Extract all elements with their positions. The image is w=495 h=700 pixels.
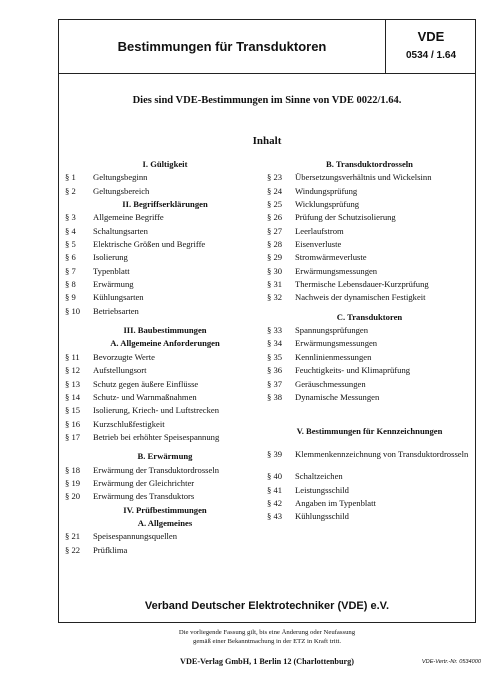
toc-entry-number: § 5 [65, 239, 76, 250]
intro-statement: Dies sind VDE-Bestimmungen im Sinne von VDE 0022/1.64. [132, 95, 402, 106]
toc-entry[interactable] [267, 225, 472, 238]
toc-entry-number: § 37 [267, 378, 283, 389]
toc-entry-label: Geltungsbeginn [93, 172, 148, 183]
toc-entry-number: § 30 [267, 265, 283, 276]
toc-subsection-heading: A. Allgemeines [137, 517, 193, 528]
toc-section-heading: I. Gültigkeit [142, 159, 188, 169]
toc-entry[interactable] [65, 544, 265, 557]
toc-entry-number: § 33 [267, 325, 283, 336]
toc-entry-label: Allgemeine Begriffe [93, 212, 164, 223]
toc-entry-label: Erwärmung der Gleichrichter [93, 477, 195, 488]
toc-entry[interactable] [65, 265, 265, 278]
vde-label: VDE [417, 29, 445, 44]
toc-entry[interactable] [65, 278, 265, 291]
toc-entry[interactable] [65, 418, 265, 431]
toc-entry-number: § 16 [65, 418, 81, 429]
standard-number-box [385, 20, 476, 73]
toc-entry[interactable] [267, 497, 472, 510]
toc-entry-number: § 18 [65, 464, 81, 475]
toc-entry-label: Leerlaufstrom [295, 225, 344, 236]
toc-entry-label: Kühlungsschild [295, 511, 349, 522]
toc-entry[interactable] [65, 185, 265, 198]
toc-entry-number: § 19 [65, 477, 81, 488]
toc-entry[interactable] [65, 464, 265, 477]
toc-entry[interactable] [65, 251, 265, 264]
toc-subsection-heading: B. Transduktordrosseln [326, 159, 413, 169]
document-header [59, 20, 475, 74]
toc-entry[interactable] [267, 484, 472, 497]
toc-entry-number: § 35 [267, 351, 283, 362]
toc-entry[interactable] [65, 404, 265, 417]
toc-entry[interactable] [267, 391, 472, 404]
toc-entry[interactable] [65, 171, 265, 184]
toc-entry-number: § 4 [65, 225, 76, 236]
distribution-number: VDE-Vertr.-Nr. 0534000 [421, 659, 481, 665]
toc-entry-label: Nachweis der dynamischen Festigkeit [295, 292, 426, 303]
toc-entry[interactable] [65, 238, 265, 251]
toc-entry-number: § 39 [267, 449, 283, 460]
toc-entry-label: Geräuschmessungen [295, 378, 366, 389]
toc-entry-number: § 41 [267, 484, 283, 495]
document-frame [58, 19, 476, 623]
toc-entry[interactable] [267, 351, 472, 364]
toc-entry-number: § 7 [65, 265, 76, 276]
toc-entry-number: § 3 [65, 212, 76, 223]
toc-entry[interactable] [65, 291, 265, 304]
toc-entry-number: § 29 [267, 252, 283, 263]
document-title: Bestimmungen für Transduktoren [117, 39, 327, 54]
toc-entry-label: Typenblatt [93, 265, 130, 276]
validity-note [58, 628, 476, 646]
validity-note-line: gemäß einer Bekanntmachung in der ETZ in Kraft tritt. [192, 638, 341, 645]
toc-entry-number: § 43 [267, 511, 283, 522]
toc-entry[interactable] [65, 431, 265, 444]
toc-right-column [267, 158, 472, 524]
toc-entry-number: § 31 [267, 279, 283, 290]
toc-entry-label: Erwärmung der Transduktordrosseln [93, 464, 220, 475]
toc-entry-number: § 9 [65, 292, 76, 303]
toc-entry-label: Betriebsarten [93, 305, 139, 316]
toc-entry-label: Wicklungsprüfung [295, 199, 360, 210]
toc-entry-label: Übersetzungsverhältnis und Wickelsinn [295, 172, 432, 183]
toc-entry-label: Elektrische Größen und Begriffe [93, 239, 206, 250]
toc-entry-number: § 22 [65, 544, 81, 555]
toc-entry-label: Eisenverluste [295, 239, 342, 250]
toc-section-heading: IV. Prüfbestimmungen [123, 504, 207, 515]
toc-left-column [65, 158, 265, 557]
validity-note-line: Die vorliegende Fassung gilt, bis eine Änderung oder Neufassung [178, 629, 356, 636]
publisher-name: Verband Deutscher Elektrotechniker (VDE) e.V. [144, 600, 390, 612]
toc-entry-label: Aufstellungsort [93, 365, 147, 376]
toc-entry[interactable] [267, 185, 472, 198]
toc-entry[interactable] [267, 337, 472, 350]
toc-entry-label: Betrieb bei erhöhter Speisespannung [93, 431, 220, 442]
toc-entry[interactable] [65, 225, 265, 238]
toc-entry-label: Dynamische Messungen [295, 391, 380, 402]
toc-entry[interactable] [267, 211, 472, 224]
toc-entry-label: Isolierung [93, 252, 128, 263]
toc-entry-label: Spannungsprüfungen [295, 325, 369, 336]
toc-entry-label: Erwärmung [93, 279, 134, 290]
toc-section-heading: II. Begriffserklärungen [122, 199, 208, 210]
toc-entry[interactable] [65, 378, 265, 391]
toc-entry-number: § 36 [267, 365, 283, 376]
toc-entry-label: Kurzschlußfestigkeit [93, 418, 165, 429]
toc-entry[interactable] [65, 391, 265, 404]
toc-entry-number: § 13 [65, 378, 81, 389]
toc-entry-number: § 32 [267, 292, 283, 303]
toc-entry-number: § 34 [267, 338, 283, 349]
toc-entry-label: Speisespannungsquellen [93, 531, 178, 542]
toc-entry[interactable] [267, 171, 472, 184]
toc-entry[interactable] [267, 510, 472, 523]
toc-entry-number: § 23 [267, 172, 283, 183]
toc-entry-number: § 20 [65, 491, 81, 502]
toc-entry[interactable] [65, 364, 265, 377]
toc-entry-label: Erwärmungsmessungen [295, 265, 378, 276]
toc-entry-number: § 2 [65, 185, 76, 196]
toc-entry-label: Prüfklima [93, 544, 128, 555]
toc-entry[interactable] [267, 198, 472, 211]
toc-entry-number: § 10 [65, 305, 81, 316]
toc-entry[interactable] [267, 470, 472, 483]
toc-entry[interactable] [65, 351, 265, 364]
toc-subsection-heading: C. Transduktoren [336, 311, 403, 322]
toc-entry-label: Geltungsbereich [93, 185, 150, 196]
toc-entry-label: Schutz gegen äußere Einflüsse [93, 378, 199, 389]
toc-entry-number: § 11 [65, 351, 80, 362]
toc-entry[interactable] [65, 305, 265, 318]
toc-entry-number: § 38 [267, 391, 283, 402]
toc-entry-label: Windungsprüfung [295, 185, 358, 196]
toc-entry-label: Erwärmungsmessungen [295, 338, 378, 349]
toc-entry[interactable] [267, 291, 472, 304]
toc-entry[interactable] [267, 378, 472, 391]
toc-entry-number: § 15 [65, 405, 81, 416]
toc-entry[interactable] [65, 530, 265, 543]
toc-entry-label: Angaben im Typenblatt [295, 497, 376, 508]
toc-entry-label: Leistungsschild [295, 484, 349, 495]
toc-entry-number: § 1 [65, 172, 76, 183]
toc-entry-label: Feuchtigkeits- und Klimaprüfung [295, 365, 411, 376]
toc-entry[interactable] [267, 278, 472, 291]
toc-entry-number: § 28 [267, 239, 283, 250]
toc-entry-label: Isolierung, Kriech- und Luftstrecken [93, 405, 219, 416]
toc-entry[interactable] [267, 238, 472, 251]
toc-entry-label: Thermische Lebensdauer-Kurzprüfung [295, 279, 429, 290]
toc-entry[interactable] [267, 265, 472, 278]
standard-number: 0534 / 1.64 [405, 50, 457, 61]
toc-entry-label: Kühlungsarten [93, 292, 144, 303]
toc-entry-label: Klemmenkennzeichnung von Transduktordrosseln [295, 449, 469, 460]
toc-entry-number: § 12 [65, 365, 81, 376]
toc-section-heading: III. Baubestimmungen [123, 325, 207, 336]
toc-entry[interactable] [267, 251, 472, 264]
toc-entry-number: § 21 [65, 531, 81, 542]
toc-subsection-heading: A. Allgemeine Anforderungen [110, 338, 220, 349]
toc-entry-number: § 42 [267, 497, 283, 508]
toc-entry-label: Kennlinienmessungen [295, 351, 372, 362]
toc-entry-label: Bevorzugte Werte [93, 351, 155, 362]
toc-entry[interactable] [267, 364, 472, 377]
toc-entry-number: § 14 [65, 391, 81, 402]
toc-entry[interactable] [65, 211, 265, 224]
publisher-address: VDE-Verlag GmbH, 1 Berlin 12 (Charlottenburg) [180, 657, 354, 666]
toc-entry-label: Prüfung der Schutzisolierung [295, 212, 396, 223]
toc-entry[interactable] [267, 448, 472, 470]
toc-entry[interactable] [267, 324, 472, 337]
toc-entry-number: § 27 [267, 225, 283, 236]
toc-entry-label: Schutz- und Warnmaßnahmen [93, 391, 197, 402]
toc-entry-label: Erwärmung des Transduktors [93, 491, 195, 502]
toc-entry-number: § 8 [65, 279, 76, 290]
toc-entry-label: Schaltungsarten [93, 225, 148, 236]
toc-entry[interactable] [65, 490, 265, 503]
toc-entry-number: § 17 [65, 431, 81, 442]
contents-heading: Inhalt [252, 135, 282, 147]
toc-entry-number: § 40 [267, 471, 283, 482]
toc-section-heading: V. Bestimmungen für Kennzeichnungen [296, 426, 443, 437]
toc-entry-number: § 6 [65, 252, 76, 263]
toc-entry[interactable] [65, 477, 265, 490]
toc-entry-label: Stromwärmeverluste [295, 252, 367, 263]
toc-entry-number: § 25 [267, 199, 283, 210]
toc-entry-number: § 24 [267, 185, 283, 196]
toc-entry-number: § 26 [267, 212, 283, 223]
toc-entry-label: Schaltzeichen [295, 471, 343, 482]
toc-subsection-heading: B. Erwärmung [137, 451, 193, 462]
